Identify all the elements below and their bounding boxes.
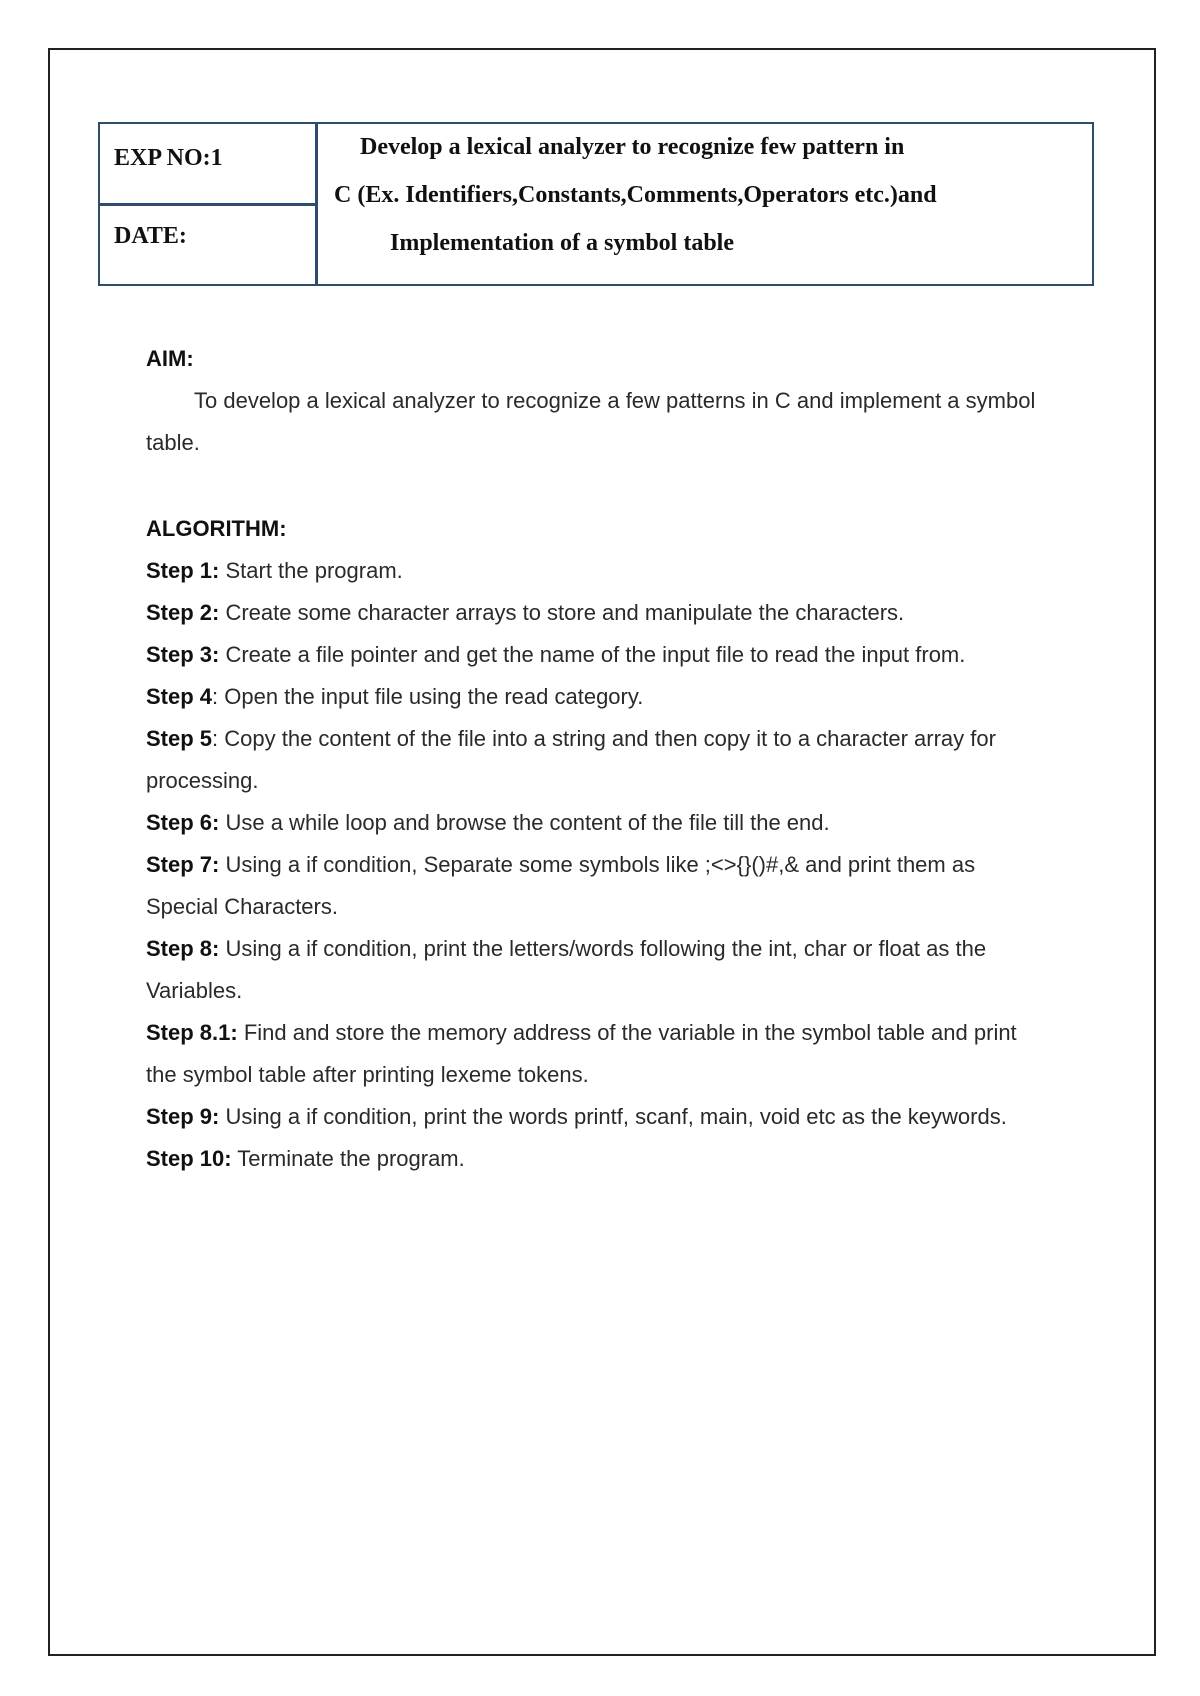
date-label: DATE:: [114, 223, 187, 249]
experiment-header-table: [98, 122, 1094, 286]
experiment-title-line-3: Implementation of a symbol table: [390, 230, 734, 256]
algorithm-step: [146, 550, 1046, 592]
step-text: Using a if condition, print the words printf, scanf, main, void etc as the keywords.: [219, 1104, 1007, 1129]
step-label: Step 8.1:: [146, 1020, 238, 1045]
algorithm-step: [146, 718, 1046, 802]
step-label: Step 7:: [146, 852, 220, 877]
aim-heading: AIM:: [146, 346, 194, 371]
step-text: Using a if condition, print the letters/words following the int, char or float as the Variables.: [146, 936, 987, 1003]
step-text: Find and store the memory address of the variable in the symbol table and print the symbol table after printing lexeme tokens.: [146, 1020, 1017, 1087]
step-text: Using a if condition, Separate some symbols like ;<>{}()#,& and print them as Special Characters.: [146, 852, 976, 919]
step-text: : Open the input file using the read category.: [212, 684, 644, 709]
algorithm-step: [146, 928, 1046, 1012]
experiment-number: EXP NO:1: [114, 145, 223, 171]
algorithm-steps: [146, 550, 1046, 1180]
step-text: Create a file pointer and get the name of the input file to read the input from.: [219, 642, 966, 667]
step-text: Use a while loop and browse the content of the file till the end.: [219, 810, 830, 835]
step-text: Create some character arrays to store and manipulate the characters.: [219, 600, 905, 625]
algorithm-step: [146, 676, 1046, 718]
step-label: Step 8:: [146, 936, 220, 961]
algorithm-step: [146, 1096, 1046, 1138]
algorithm-step: [146, 1138, 1046, 1180]
algorithm-step: [146, 592, 1046, 634]
step-text: Terminate the program.: [231, 1146, 465, 1171]
experiment-title-line-1: Develop a lexical analyzer to recognize few pattern in: [360, 134, 905, 160]
step-label: Step 4: [146, 684, 213, 709]
algorithm-step: [146, 1012, 1046, 1096]
header-left-column: [100, 124, 318, 284]
algorithm-heading: ALGORITHM:: [146, 516, 287, 541]
algorithm-step: [146, 802, 1046, 844]
aim-text: To develop a lexical analyzer to recognize a few patterns in C and implement a symbol table.: [146, 388, 1036, 455]
experiment-title-line-2: C (Ex. Identifiers,Constants,Comments,Operators etc.)and: [334, 182, 937, 208]
step-label: Step 9:: [146, 1104, 220, 1129]
header-divider: [100, 203, 318, 206]
step-label: Step 2:: [146, 600, 220, 625]
step-text: : Copy the content of the file into a string and then copy it to a character array for processing.: [146, 726, 996, 793]
step-label: Step 3:: [146, 642, 220, 667]
step-label: Step 5: [146, 726, 213, 751]
document-content: [146, 338, 1046, 1180]
algorithm-step: [146, 634, 1046, 676]
algorithm-step: [146, 844, 1046, 928]
step-label: Step 1:: [146, 558, 220, 583]
step-label: Step 10:: [146, 1146, 232, 1171]
step-label: Step 6:: [146, 810, 220, 835]
step-text: Start the program.: [219, 558, 403, 583]
